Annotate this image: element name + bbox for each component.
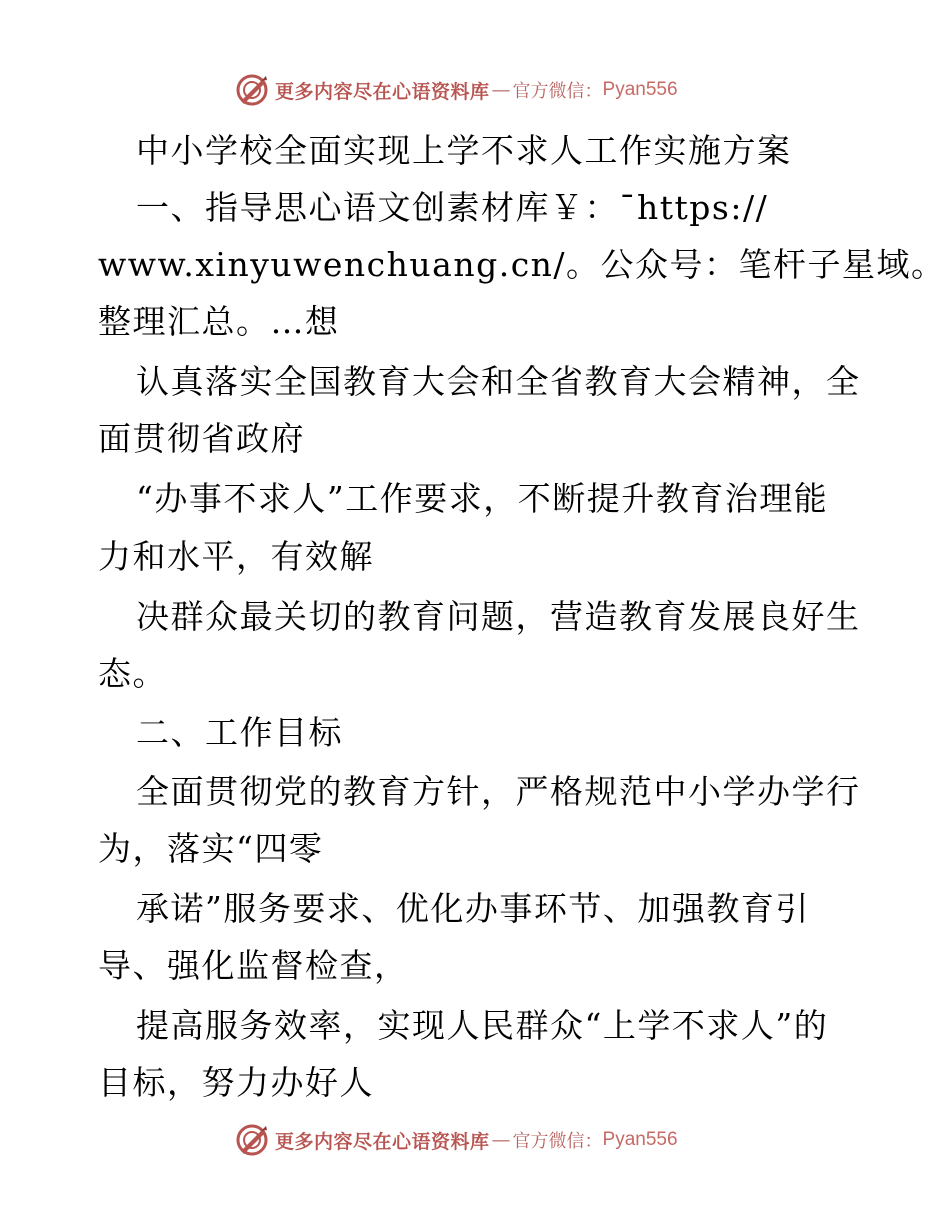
footer-watermark [235,1122,678,1158]
watermark-brand: 更多内容尽在心语资料库 [275,1130,490,1153]
brand-logo-icon [235,73,269,107]
watermark-brand: 更多内容尽在心语资料库 [275,80,490,103]
text-line: 导、强化监督检查， [98,946,409,985]
watermark-wechat-id: Pyan556 [602,1129,678,1150]
text-line: 整理汇总。…想 [98,302,340,341]
watermark-separator: — [491,1129,511,1151]
text-line: 态。 [98,654,167,693]
text-line: 目标，努力办好人 [98,1063,374,1102]
text-line: 认真落实全国教育大会和全省教育大会精神，全 [136,362,861,401]
text-line: 为，落实“四零 [98,829,324,868]
text-line: 承诺”服务要求、优化办事环节、加强教育引 [136,889,810,928]
header-watermark [235,72,678,108]
document-title: 中小学校全面实现上学不求人工作实施方案 [136,131,792,170]
text-line: 力和水平，有效解 [98,537,374,576]
watermark-separator: — [491,79,511,101]
text-line: 决群众最关切的教育问题，营造教育发展良好生 [136,597,861,636]
text-line: 提高服务效率，实现人民群众“上学不求人”的 [136,1006,829,1045]
text-line: 一、指导思心语文创素材库￥：¯https:// [136,188,769,227]
section-heading: 二、工作目标 [136,713,343,752]
text-line: 全面贯彻党的教育方针，严格规范中小学办学行 [136,772,861,811]
text-line: 面贯彻省政府 [98,419,305,458]
brand-logo-icon [235,1123,269,1157]
watermark-wechat-label: 官方微信： [512,1131,603,1152]
text-line: www.xinyuwenchuang.cn/。公众号：笔杆子星域。 [98,245,946,284]
watermark-wechat-id: Pyan556 [602,79,678,100]
text-line: “办事不求人”工作要求，不断提升教育治理能 [136,479,829,518]
watermark-wechat-label: 官方微信： [512,81,603,102]
